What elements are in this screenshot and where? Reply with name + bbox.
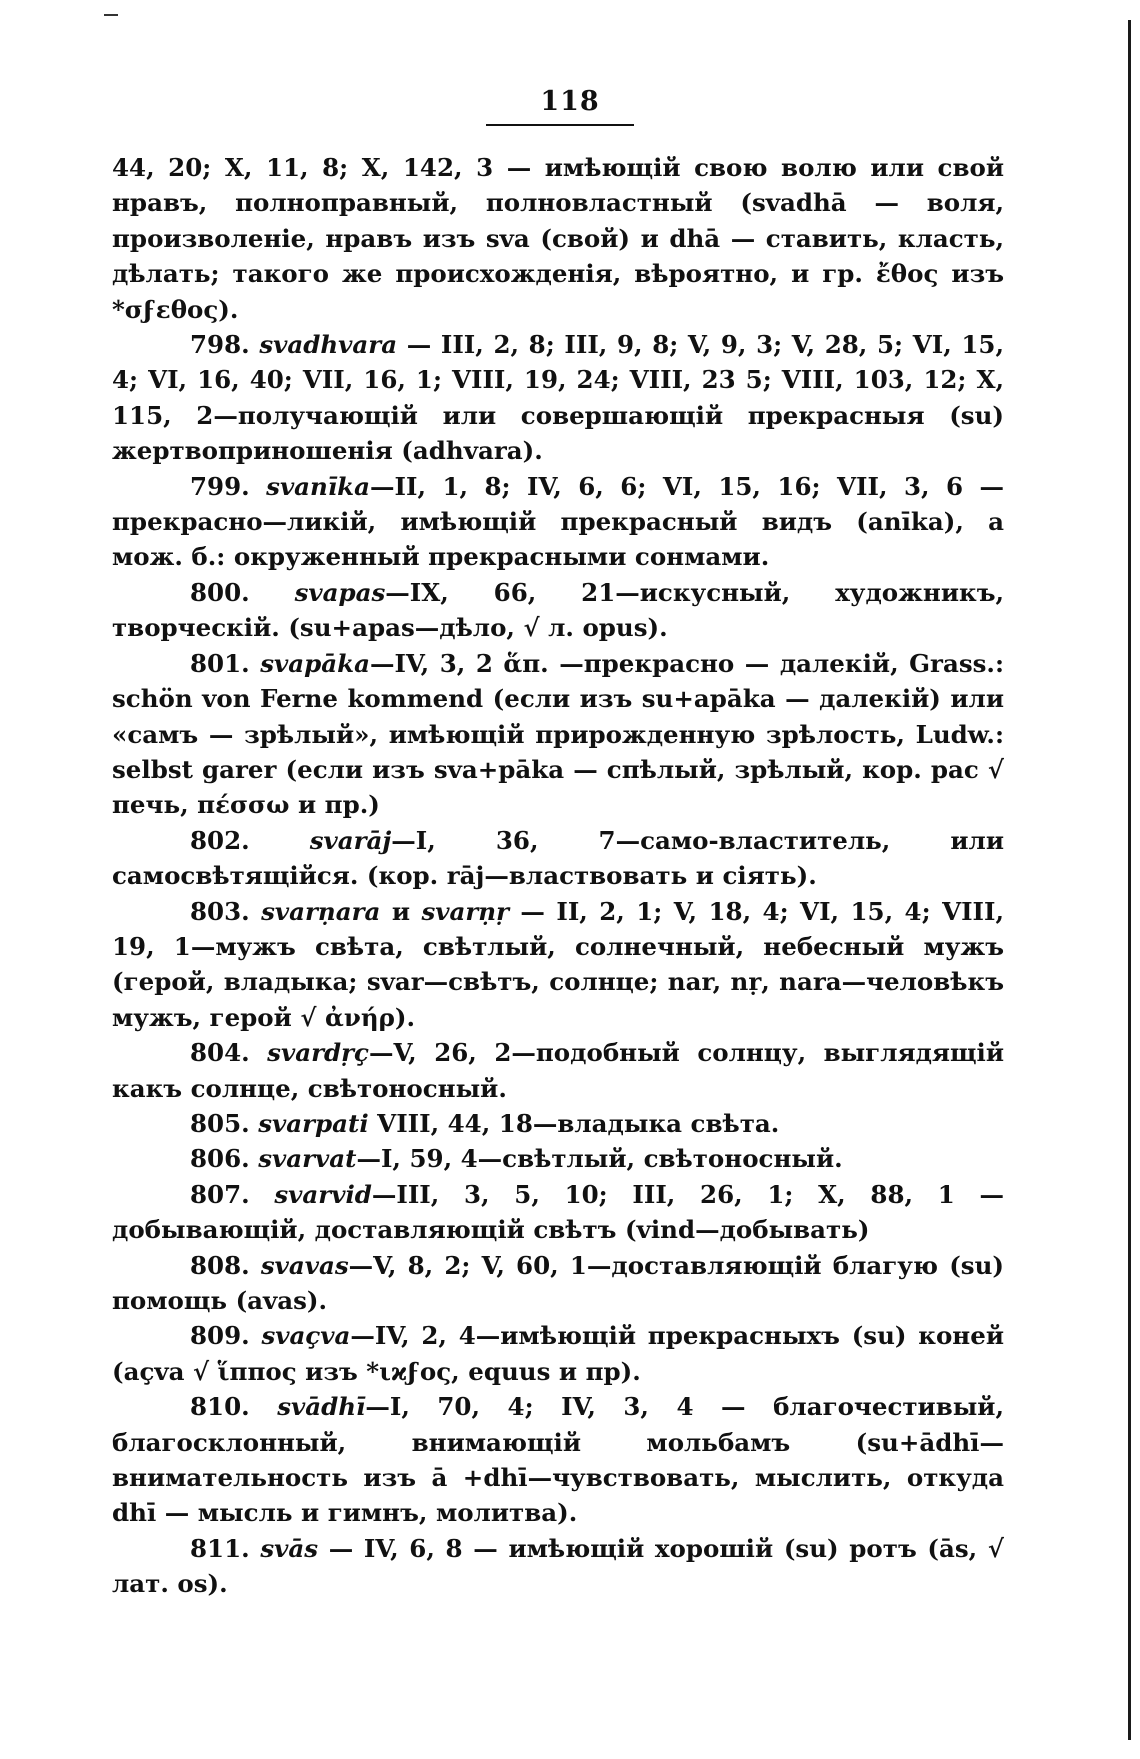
entry-body: —III, 3, 5, 10; III, 26, 1; X, 88, 1 — добывающій, доставляющій свѣтъ (vind—добывать) <box>112 1179 1004 1245</box>
entry-810 <box>112 1389 1004 1531</box>
entry-body: — III, 2, 8; III, 9, 8; V, 9, 3; V, 28, 5; VI, 15, 4; VI, 16, 40; VII, 16, 1; VIII, 19, 24; VIII, 23 5; VIII, 103, 12; X, 115, 2—получающій или совершающій прекрасныя (su) жертвоприношенія (adhvara). <box>112 330 1004 466</box>
entry-number: 800. <box>190 577 250 607</box>
page-edge-line <box>1128 20 1131 1740</box>
entry-number: 803. <box>190 896 250 926</box>
entry-headword: svarvat <box>258 1144 357 1174</box>
entry-number: 799. <box>190 471 250 501</box>
entry-799 <box>112 469 1004 575</box>
entry-body: — IV, 6, 8 — имѣющій хорошій (su) ротъ (ās, √ лат. os). <box>112 1533 1004 1599</box>
entry-number: 801. <box>190 648 250 678</box>
entry-headword: svarvid <box>274 1179 372 1209</box>
entry-body: —II, 1, 8; IV, 6, 6; VI, 15, 16; VII, 3, 6 — прекрасно—ликій, имѣющій прекрасный видъ (anīka), а мож. б.: окруженный прекрасными сонмами. <box>112 471 1005 572</box>
entry-headword: svādhī <box>277 1392 366 1422</box>
entry-headword: svapāka <box>260 648 370 678</box>
entry-number: 805. <box>190 1108 250 1138</box>
entry-headword: svarāj <box>309 825 392 855</box>
entry-number: 804. <box>190 1038 250 1068</box>
entry-headword: svavas <box>260 1250 349 1280</box>
entry-connector: и <box>380 896 422 926</box>
continuation-paragraph: 44, 20; X, 11, 8; X, 142, 3 — имѣющій свою волю или свой нравъ, полноправный, полновластный (svadhā — воля, произволеніе, нравъ изъ sva (свой) и dhā — ставить, класть, дѣлать; такого же происхожденія, вѣроятно, и гр. ἔθος изъ *σϝεθος). <box>112 153 1004 324</box>
entry-headword: svarpati <box>258 1108 369 1138</box>
page-number-underline <box>486 124 634 126</box>
entry-headword: svardṛç <box>267 1038 369 1068</box>
entry-number: 806. <box>190 1144 250 1174</box>
entry-headword: svadhvara <box>259 330 398 360</box>
entry-body: —V, 26, 2—подобный солнцу, выглядящій какъ солнце, свѣтоносный. <box>112 1038 1004 1103</box>
entry-headword: svaçva <box>261 1321 351 1351</box>
entry-811 <box>112 1531 1004 1602</box>
entry-number: 808. <box>190 1250 250 1280</box>
entry-809 <box>112 1318 1004 1389</box>
page-corner-mark <box>104 14 118 16</box>
entry-body: —V, 8, 2; V, 60, 1—доставляющій благую (su) помощь (avas). <box>112 1250 1005 1315</box>
entry-headword: svapas <box>294 577 386 607</box>
entry-headword-variant: svarṇṛ <box>421 896 509 926</box>
page-number: 118 <box>540 86 600 117</box>
entry-803 <box>112 894 1004 1036</box>
entry-802 <box>112 823 1004 894</box>
dictionary-text <box>112 150 1004 1602</box>
entry-807 <box>112 1177 1004 1248</box>
entry-number: 810. <box>190 1392 250 1422</box>
entry-body: VIII, 44, 18—владыка свѣта. <box>368 1108 780 1138</box>
entry-body: —I, 59, 4—свѣтлый, свѣтоносный. <box>356 1144 843 1174</box>
entry-801 <box>112 646 1004 823</box>
entry-headword: svās <box>260 1533 319 1563</box>
entry-body: —I, 70, 4; IV, 3, 4 — благочестивый, благосклонный, внимающій мольбамъ (su+ādhī—внимательность изъ ā +dhī—чувствовать, мыслить, откуда dhī — мысль и гимнъ, молитва). <box>112 1392 1005 1528</box>
entry-body: —IV, 3, 2 ἅπ. —прекрасно — далекій, Grass.: schön von Ferne kommend (если изъ su+apāka — далекій) или «самъ — зрѣлый», имѣющій прирожденную зрѣлость, Ludw.: selbst garer (если изъ sva+pāka — спѣлый, зрѣлый, кор. pac √ печь, πέσσω и пр.) <box>112 648 1004 820</box>
entry-headword: svanīka <box>266 471 371 501</box>
entry-number: 811. <box>190 1533 250 1563</box>
entry-804 <box>112 1035 1004 1106</box>
entry-798 <box>112 327 1004 469</box>
entry-number: 802. <box>190 825 250 855</box>
entry-body: —IV, 2, 4—имѣющій прекрасныхъ (su) коней (açva √ ἵππος изъ *ιϰϝος, equus и пр). <box>112 1321 1004 1386</box>
entry-body: —IX, 66, 21—искусный, художникъ, творческій. (su+apas—дѣло, √ л. opus). <box>112 577 1005 643</box>
entry-805 <box>112 1106 1004 1141</box>
entry-headword: svarṇara <box>261 896 381 926</box>
entry-body: — II, 2, 1; V, 18, 4; VI, 15, 4; VIII, 19, 1—мужъ свѣта, свѣтлый, солнечный, небесный мужъ (герой, владыка; svar—свѣтъ, солнце; nar, nṛ, nara—человѣкъ мужъ, герой √ ἀνήρ). <box>112 896 1004 1032</box>
entry-808 <box>112 1248 1004 1319</box>
entry-number: 809. <box>190 1321 250 1351</box>
entry-number: 798. <box>190 330 250 360</box>
entry-body: —I, 36, 7—само-властитель, или самосвѣтящійся. (кор. rāj—властвовать и сіять). <box>112 825 1004 891</box>
entry-number: 807. <box>190 1179 250 1209</box>
entry-800 <box>112 575 1004 646</box>
entry-806 <box>112 1141 1004 1176</box>
